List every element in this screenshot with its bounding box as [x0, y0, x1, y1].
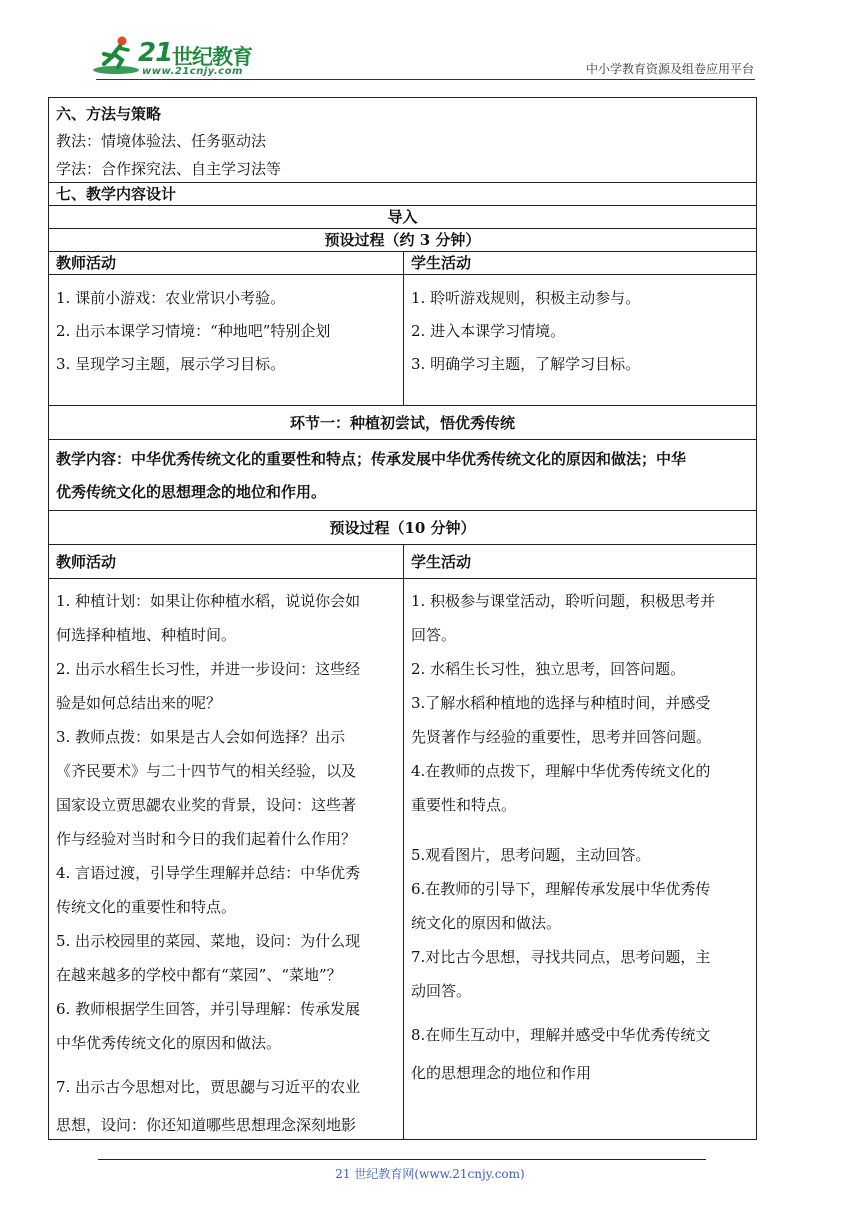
- link1-content-line: 优秀传统文化的思想理念的地位和作用。: [56, 483, 327, 501]
- list-item-line: 2. 水稻生长习性，独立思考，回答问题。: [411, 660, 686, 678]
- list-item: [411, 1016, 749, 1092]
- list-item: [411, 652, 749, 686]
- list-item: 3. 明确学习主题，了解学习目标。: [411, 355, 641, 373]
- methods-section: [49, 98, 756, 183]
- site-logo: [92, 34, 260, 78]
- logo-number: 21: [138, 38, 173, 68]
- list-item: [56, 1068, 396, 1144]
- list-item: 1. 课前小游戏：农业常识小考验。: [56, 289, 286, 307]
- list-item-line: 1. 积极参与课堂活动，聆听问题，积极思考并: [411, 592, 716, 610]
- list-item-line: 3. 教师点拨：如果是古人会如何选择？出示: [56, 728, 346, 746]
- footer-link[interactable]: 21 世纪教育网(www.21cnjy.com): [335, 1167, 525, 1181]
- methods-title: 六、方法与策略: [56, 105, 162, 123]
- list-item: [56, 924, 396, 992]
- list-item: [411, 754, 749, 822]
- list-item: [56, 652, 396, 720]
- list-item: 2. 出示本课学习情境：“种地吧”特别企划: [56, 322, 331, 340]
- list-item: [411, 940, 749, 1008]
- content-design-title: 七、教学内容设计: [49, 183, 756, 206]
- list-item: 1. 聆听游戏规则，积极主动参与。: [411, 289, 641, 307]
- list-item-line: 5.观看图片，思考问题，主动回答。: [411, 846, 651, 864]
- list-item-line: 8.在师生互动中，理解并感受中华优秀传统文: [411, 1026, 711, 1044]
- list-item-line: 1. 种植计划：如果让你种植水稻，说说你会如: [56, 592, 361, 610]
- list-item-line: 4. 言语过渡，引导学生理解并总结：中华优秀: [56, 864, 361, 882]
- link1-column-headers: [49, 545, 756, 579]
- list-item-line: 7.对比古今思想，寻找共同点，思考问题，主: [411, 948, 711, 966]
- link1-heading: 环节一：种植初尝试，悟优秀传统: [49, 406, 756, 440]
- list-item: [411, 686, 749, 754]
- student-activity-header: 学生活动: [411, 254, 472, 272]
- list-item-line: 动回答。: [411, 982, 472, 1000]
- teacher-activity-header: 教师活动: [49, 545, 404, 578]
- intro-process: 预设过程（约 3 分钟）: [49, 229, 756, 252]
- header-divider: [96, 79, 755, 80]
- list-item-line: 验是如何总结出来的呢？: [56, 694, 222, 712]
- list-item-line: 作与经验对当时和今日的我们起着什么作用？: [56, 830, 357, 848]
- list-item-line: 国家设立贾思勰农业奖的背景，设问：这些著: [56, 796, 357, 814]
- list-item: 2. 进入本课学习情境。: [411, 322, 566, 340]
- list-item-line: 重要性和特点。: [411, 796, 517, 814]
- list-item-line: 何选择种植地、种植时间。: [56, 626, 237, 644]
- list-item-line: 6. 教师根据学生回答，并引导理解：传承发展: [56, 1000, 361, 1018]
- teaching-method: 教法：情境体验法、任务驱动法: [56, 132, 267, 150]
- list-item-line: 《齐民要术》与二十四节气的相关经验，以及: [56, 762, 357, 780]
- link1-teacher-list: [49, 579, 404, 1139]
- intro-heading: 导入: [49, 206, 756, 229]
- list-item: [56, 584, 396, 652]
- list-item-line: 传统文化的重要性和特点。: [56, 898, 237, 916]
- intro-teacher-list: [49, 275, 404, 405]
- logo-text: 世纪教育: [172, 45, 252, 69]
- link1-student-list: [404, 579, 756, 1139]
- list-item-line: 回答。: [411, 626, 457, 644]
- lesson-plan-table: [48, 97, 757, 1140]
- list-item-line: 4.在教师的点拨下，理解中华优秀传统文化的: [411, 762, 711, 780]
- list-item-line: 7. 出示古今思想对比，贾思勰与习近平的农业: [56, 1078, 361, 1096]
- footer-divider: [98, 1159, 706, 1160]
- list-item: [56, 856, 396, 924]
- intro-activities: [49, 275, 756, 406]
- intro-student-list: [404, 275, 756, 405]
- list-item-line: 中华优秀传统文化的原因和做法。: [56, 1034, 282, 1052]
- link1-content: [49, 440, 756, 511]
- link1-content-line: 教学内容：中华优秀传统文化的重要性和特点；传承发展中华优秀传统文化的原因和做法；中华: [56, 450, 687, 468]
- list-item-line: 5. 出示校园里的菜园、菜地，设问：为什么现: [56, 932, 361, 950]
- student-activity-header: 学生活动: [411, 553, 472, 571]
- list-item-line: 3.了解水稻种植地的选择与种植时间，并感受: [411, 694, 711, 712]
- intro-column-headers: [49, 252, 756, 275]
- list-item-line: 化的思想理念的地位和作用: [411, 1064, 592, 1082]
- logo-url: www.21cnjy.com: [142, 66, 243, 77]
- list-item-line: 2. 出示水稻生长习性，并进一步设问：这些经: [56, 660, 361, 678]
- list-item: [56, 992, 396, 1060]
- list-item: [411, 872, 749, 940]
- runner-icon: [92, 34, 140, 78]
- list-item-line: 思想，设问：你还知道哪些思想理念深刻地影: [56, 1116, 357, 1134]
- list-item-line: 统文化的原因和做法。: [411, 914, 562, 932]
- list-item: [411, 838, 749, 872]
- list-item-line: 先贤著作与经验的重要性，思考并回答问题。: [411, 728, 712, 746]
- list-item: [411, 584, 749, 652]
- list-item: 3. 呈现学习主题，展示学习目标。: [56, 355, 286, 373]
- platform-name: 中小学教育资源及组卷应用平台: [585, 62, 754, 76]
- link1-activities: [49, 579, 756, 1139]
- learning-method: 学法：合作探究法、自主学习法等: [56, 160, 282, 178]
- list-item-line: 在越来越多的学校中都有“菜园”、“菜地”？: [56, 966, 342, 984]
- teacher-activity-header: 教师活动: [49, 252, 404, 274]
- list-item: [56, 720, 396, 856]
- list-item-line: 6.在教师的引导下，理解传承发展中华优秀传: [411, 880, 711, 898]
- link1-process: 预设过程（10 分钟）: [49, 511, 756, 545]
